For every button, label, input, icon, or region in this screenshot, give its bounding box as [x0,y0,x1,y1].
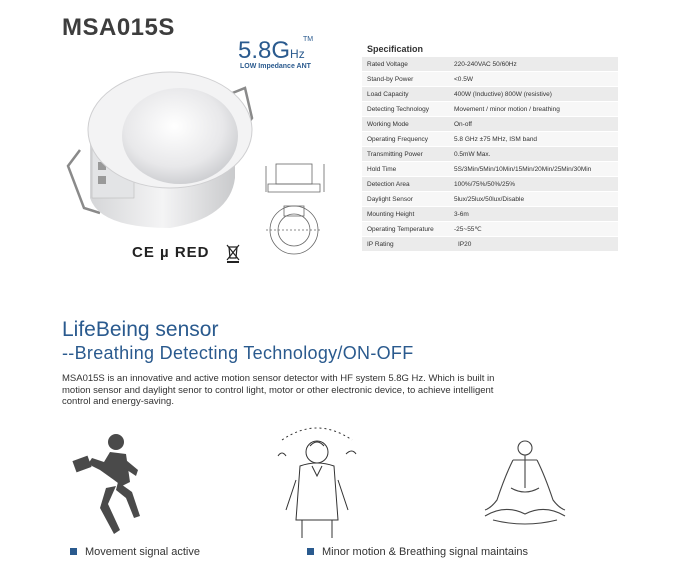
table-row [362,237,618,252]
spec-value: 3-6m [449,207,618,222]
spec-key: Transmitting Power [362,147,449,162]
spec-key: Detection Area [362,177,449,192]
spec-key: Working Mode [362,117,449,132]
spec-key: Daylight Sensor [362,192,449,207]
bullet-square-icon [307,548,314,555]
table-row [362,132,618,147]
product-description: MSA015S is an innovative and active motion sensor detector with HF system 5.8G Hz. Which is built in motion sensor and daylight senor to control light, motor or other electronic device, to achieve intelligent control and energy-saving. [62,373,495,407]
spec-key: Mounting Height [362,207,449,222]
table-row [362,192,618,207]
spec-value: Movement / minor motion / breathing [449,102,618,117]
spec-value: 400W (Inductive) 800W (resistive) [449,87,618,102]
frequency-value: 5.8G [238,37,291,64]
table-row [362,222,618,237]
spec-value: 220-240VAC 50/60Hz [449,57,618,72]
table-row [362,117,618,132]
spec-value: 5lux/25lux/50lux/Disable [449,192,618,207]
spec-value: IP20 [449,237,618,252]
caption-movement-text: Movement signal active [85,546,200,558]
seated-man-icon [272,420,362,540]
spec-key: Detecting Technology [362,102,449,117]
frequency-unit: Hz [290,47,305,61]
spec-table [362,57,618,252]
spec-value: 0.5mW Max. [449,147,618,162]
sensor-product-image [60,58,260,238]
spec-key: Stand-by Power [362,72,449,87]
meditation-figure-icon [475,436,575,536]
caption-minor-motion [307,546,528,558]
section-heading: LifeBeing sensor [62,318,219,341]
table-row [362,162,618,177]
spec-key: IP Rating [362,237,449,252]
frequency-badge [238,37,305,65]
spec-value: On-off [449,117,618,132]
product-title: MSA015S [62,14,175,41]
bullet-square-icon [70,548,77,555]
table-row [362,87,618,102]
spec-value: 100%/75%/50%/25% [449,177,618,192]
table-row [362,57,618,72]
weee-bin-icon [226,243,240,263]
certification-marks: CE µ RED [132,244,210,261]
table-row [362,177,618,192]
section-subheading: --Breathing Detecting Technology/ON-OFF [62,343,414,363]
spec-title: Specification [367,44,424,54]
table-row [362,207,618,222]
frequency-subtitle: LOW Impedance ANT [240,63,311,70]
spec-value: 5.8 GHz ±75 MHz, ISM band [449,132,618,147]
spec-key: Load Capacity [362,87,449,102]
trademark-mark: TM [303,36,314,43]
table-row [362,102,618,117]
spec-value: -25~55℃ [449,222,618,237]
caption-minor-text: Minor motion & Breathing signal maintains [322,546,529,558]
spec-key: Operating Frequency [362,132,449,147]
table-row [362,147,618,162]
running-man-icon [70,430,150,540]
dimension-drawing [262,158,332,258]
caption-movement [70,546,200,558]
spec-value: 5S/3Min/5Min/10Min/15Min/20Min/25Min/30Min [449,162,618,177]
table-row [362,72,618,87]
spec-value: <0.5W [449,72,618,87]
spec-key: Hold Time [362,162,449,177]
spec-key: Rated Voltage [362,57,449,72]
spec-key: Operating Temperature [362,222,449,237]
